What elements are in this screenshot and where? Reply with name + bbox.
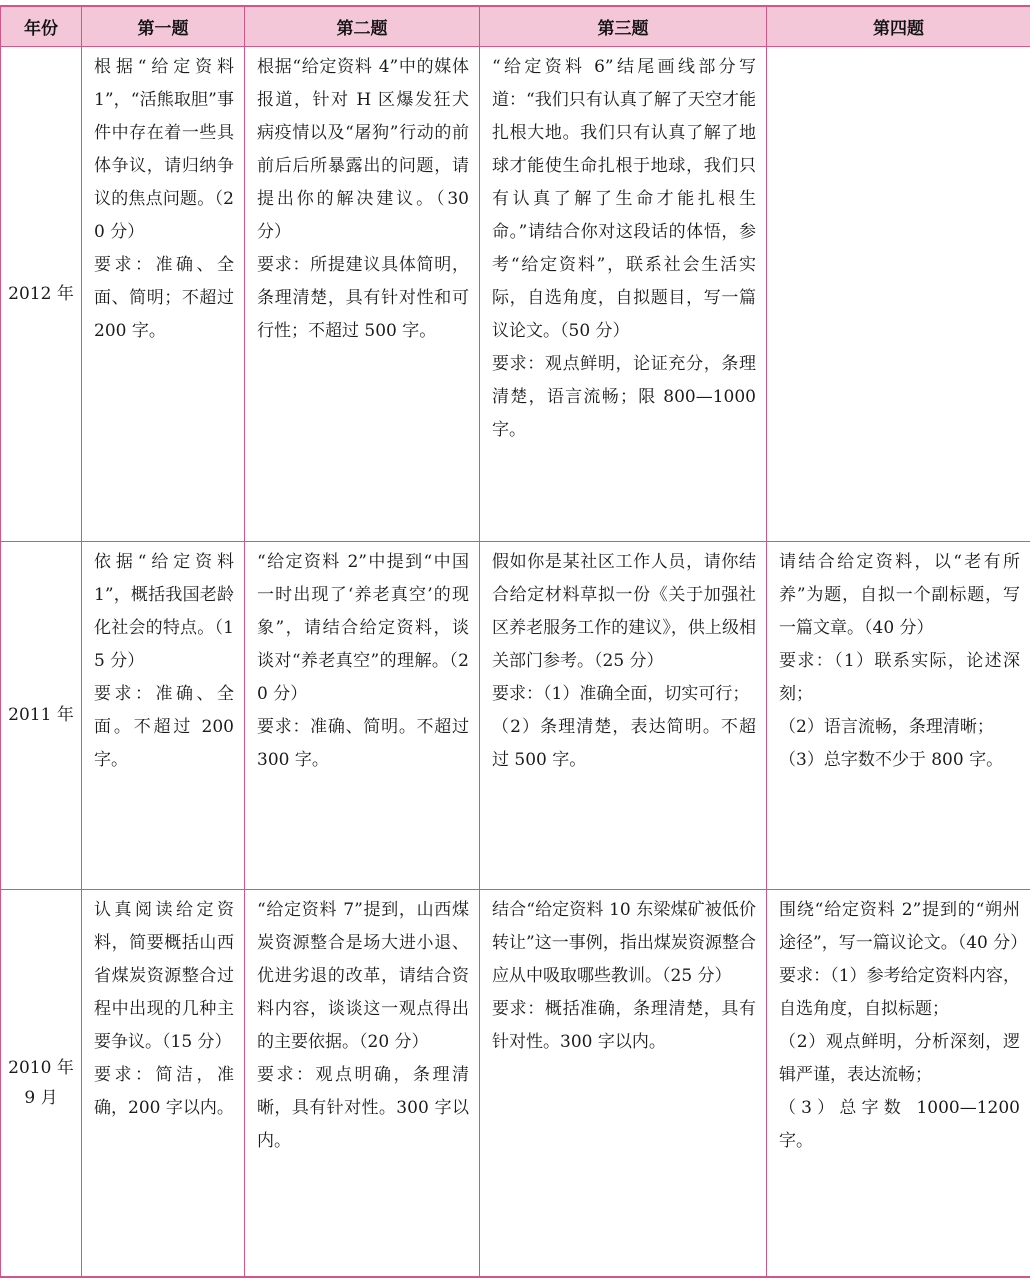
- question-2-cell: [245, 889, 480, 1277]
- requirement-text: （2）语言流畅，条理清晰；: [779, 716, 994, 737]
- requirement-text: 要求：（1）联系实际，论述深刻；: [779, 650, 1020, 704]
- header-question-2: 第二题: [245, 6, 480, 46]
- header-question-3: 第三题: [480, 6, 767, 46]
- header-question-4: 第四题: [767, 6, 1030, 46]
- year-cell: 2012 年: [1, 46, 82, 541]
- question-4-cell: [767, 889, 1030, 1277]
- requirement-text: （2）观点鲜明，分析深刻，逻辑严谨，表达流畅；: [779, 1031, 1020, 1085]
- requirement-text: 要求：准确、全面。不超过 200 字。: [94, 683, 234, 770]
- question-4-cell: [767, 46, 1030, 541]
- header-row: [1, 6, 1030, 46]
- question-text: 根据“给定资料 4”中的媒体报道，针对 H 区爆发狂犬病疫情以及“屠狗”行动的前前后后所暴露出的问题，请提出你的解决建议。（30 分）: [257, 56, 469, 242]
- requirement-text: 要求：概括准确，条理清楚，具有针对性。300 字以内。: [492, 998, 756, 1052]
- question-2-cell: [245, 46, 480, 541]
- question-3-cell: [480, 541, 767, 889]
- requirement-text: （2）条理清楚，表达简明。不超过 500 字。: [492, 716, 756, 770]
- question-1-cell: [82, 541, 245, 889]
- requirement-text: （3）总字数 1000—1200 字。: [779, 1097, 1020, 1151]
- question-text: 依据“给定资料 1”，概括我国老龄化社会的特点。（15 分）: [94, 551, 234, 671]
- requirement-text: 要求：简洁，准确，200 字以内。: [94, 1064, 234, 1118]
- header-year: 年份: [1, 6, 82, 46]
- requirement-text: 要求：所提建议具体简明，条理清楚，具有针对性和可行性；不超过 500 字。: [257, 254, 469, 341]
- requirement-text: （3）总字数不少于 800 字。: [779, 749, 1004, 770]
- requirement-text: 要求：准确、简明。不超过 300 字。: [257, 716, 469, 770]
- requirement-text: 要求：准确、全面、简明；不超过 200 字。: [94, 254, 234, 341]
- question-text: 围绕“给定资料 2”提到的“朔州途径”，写一篇议论文。（40 分）: [779, 899, 1028, 953]
- question-text: “给定资料 7”提到，山西煤炭资源整合是场大进小退、优进劣退的改革，请结合资料内容，谈谈这一观点得出的主要依据。（20 分）: [257, 899, 469, 1052]
- question-text: 认真阅读给定资料，简要概括山西省煤炭资源整合过程中出现的几种主要争议。（15 分）: [94, 899, 234, 1052]
- question-1-cell: [82, 46, 245, 541]
- requirement-text: 要求：（1）准确全面，切实可行；: [492, 683, 750, 704]
- question-3-cell: [480, 889, 767, 1277]
- year-cell: 2010 年 9 月: [1, 889, 82, 1277]
- question-text: 结合“给定资料 10 东梁煤矿被低价转让”这一事例，指出煤炭资源整合应从中吸取哪些教训。（25 分）: [492, 899, 756, 986]
- exam-questions-table: [0, 5, 1030, 1278]
- question-1-cell: [82, 889, 245, 1277]
- table-row: [1, 541, 1030, 889]
- table-row: [1, 889, 1030, 1277]
- question-text: 假如你是某社区工作人员，请你结合给定材料草拟一份《关于加强社区养老服务工作的建议》，供上级相关部门参考。（25 分）: [492, 551, 756, 671]
- header-question-1: 第一题: [82, 6, 245, 46]
- question-text: “给定资料 6”结尾画线部分写道：“我们只有认真了解了天空才能扎根大地。我们只有认真了解了地球才能使生命扎根于地球，我们只有认真了解了生命才能扎根生命。”请结合你对这段话的体悟，参考“给定资料”，联系社会生活实际，自选角度，自拟题目，写一篇议论文。（50 分）: [492, 56, 756, 341]
- year-cell: 2011 年: [1, 541, 82, 889]
- question-2-cell: [245, 541, 480, 889]
- requirement-text: 要求：观点明确，条理清晰，具有针对性。300 字以内。: [257, 1064, 469, 1151]
- question-text: 请结合给定资料，以“老有所养”为题，自拟一个副标题，写一篇文章。（40 分）: [779, 551, 1020, 638]
- question-4-cell: [767, 541, 1030, 889]
- requirement-text: 要求：观点鲜明，论证充分，条理清楚，语言流畅；限 800—1000 字。: [492, 353, 756, 440]
- question-3-cell: [480, 46, 767, 541]
- table-row: [1, 46, 1030, 541]
- requirement-text: 要求：（1）参考给定资料内容，自选角度，自拟标题；: [779, 965, 1020, 1019]
- question-text: 根据“给定资料 1”，“活熊取胆”事件中存在着一些具体争议，请归纳争议的焦点问题。（20 分）: [94, 56, 234, 242]
- question-text: “给定资料 2”中提到“中国一时出现了‘养老真空’的现象”，请结合给定资料，谈谈对“养老真空”的理解。（20 分）: [257, 551, 469, 704]
